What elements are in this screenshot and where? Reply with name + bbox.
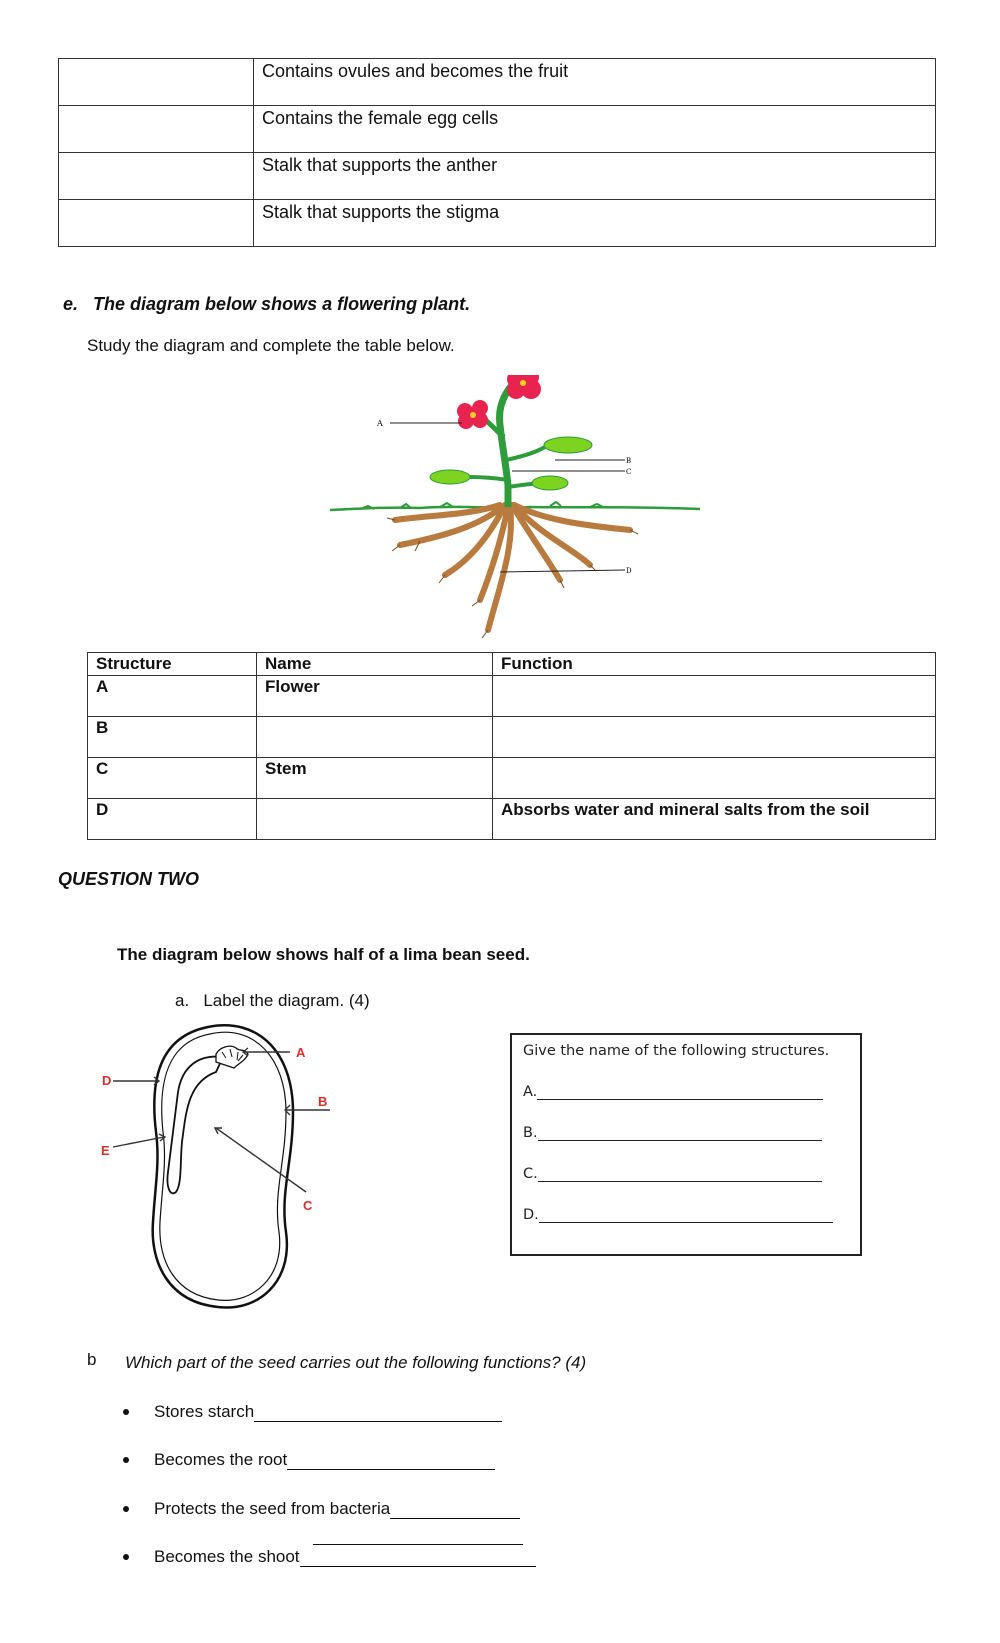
bullet-icon [123,1554,129,1560]
flower-side [457,400,488,429]
section-e-heading [63,294,470,315]
description-cell: Contains ovules and becomes the fruit [254,59,936,106]
table-row [59,153,936,200]
label-d: D [626,567,632,575]
bean-label-a: A [296,1045,306,1060]
branch [506,447,545,460]
function-text: Stores starch [154,1402,255,1421]
answer-cell[interactable] [59,106,254,153]
bean-intro: The diagram below shows half of a lima bean seed. [117,945,530,964]
embryo [167,1057,223,1194]
name-box-title: Give the name of the following structures. [523,1043,830,1059]
label-c: C [626,468,632,476]
bean-label-b: B [318,1094,328,1109]
structure-table [87,652,936,840]
table-row [59,200,936,247]
function-text: Becomes the root [154,1450,288,1469]
leaf [532,476,568,490]
roots [395,505,630,630]
name-cell: Flower [257,676,493,717]
flowering-plant-diagram [330,375,700,647]
bullet-icon [123,1506,129,1512]
section-e-instruction: Study the diagram and complete the table below. [87,336,455,355]
structure-cell: C [88,758,257,799]
function-text: Becomes the shoot [154,1547,300,1566]
label-arrows [113,1048,330,1192]
name-cell[interactable] [257,799,493,840]
lima-bean-diagram [98,1022,358,1312]
part-a-instruction: a. Label the diagram. (4) [175,991,370,1010]
bean-label-d: D [102,1073,112,1088]
function-cell[interactable] [493,717,936,758]
answer-line-a[interactable]: A. [523,1084,823,1100]
label-a: A [377,419,383,428]
bean-label-e: E [101,1143,110,1158]
function-cell: Absorbs water and mineral salts from the soil [493,799,936,840]
table-row [88,799,936,840]
structure-cell: A [88,676,257,717]
table-header-row [88,653,936,676]
leaf [544,437,592,453]
function-cell[interactable] [493,758,936,799]
answer-line-b[interactable]: B. [523,1125,822,1141]
extra-answer-line [313,1544,523,1545]
seed-coat [153,1025,293,1307]
seed-coat-inner [160,1032,286,1300]
function-text: Protects the seed from bacteria [154,1499,391,1518]
answer-cell[interactable] [59,59,254,106]
part-b-label: b [87,1350,97,1369]
answer-line[interactable] [300,1550,536,1567]
bullet-icon [123,1409,129,1415]
question-two-title: QUESTION TWO [58,869,199,889]
leaf [430,470,470,484]
stem [500,385,513,507]
section-e-label: e. [63,294,79,314]
description-cell: Stalk that supports the stigma [254,200,936,247]
section-e-title: The diagram below shows a flowering plant. [93,294,471,314]
table-row [88,758,936,799]
answer-line[interactable] [287,1453,495,1470]
branch [470,477,508,480]
table-row [88,717,936,758]
answer-line-c[interactable]: C. [523,1166,822,1182]
answer-line-d[interactable]: D. [523,1207,833,1223]
header-structure: Structure [88,653,257,676]
answer-cell[interactable] [59,153,254,200]
table-row [88,676,936,717]
answer-line[interactable] [390,1502,520,1519]
header-function: Function [493,653,936,676]
structure-cell: D [88,799,257,840]
flower-top [507,375,541,399]
label-line-d [500,570,625,572]
function-cell[interactable] [493,676,936,717]
description-cell: Stalk that supports the anther [254,153,936,200]
header-name: Name [257,653,493,676]
structure-names-box [510,1033,862,1256]
bean-label-c: C [303,1198,313,1213]
label-b: B [626,457,632,465]
bullet-icon [123,1457,129,1463]
name-cell: Stem [257,758,493,799]
part-b-question: Which part of the seed carries out the following functions? (4) [125,1353,587,1372]
answer-cell[interactable] [59,200,254,247]
table-row [59,59,936,106]
name-cell[interactable] [257,717,493,758]
plumule [216,1046,248,1068]
parts-table [58,58,936,247]
answer-line[interactable] [254,1405,502,1422]
structure-cell: B [88,717,257,758]
table-row [59,106,936,153]
description-cell: Contains the female egg cells [254,106,936,153]
